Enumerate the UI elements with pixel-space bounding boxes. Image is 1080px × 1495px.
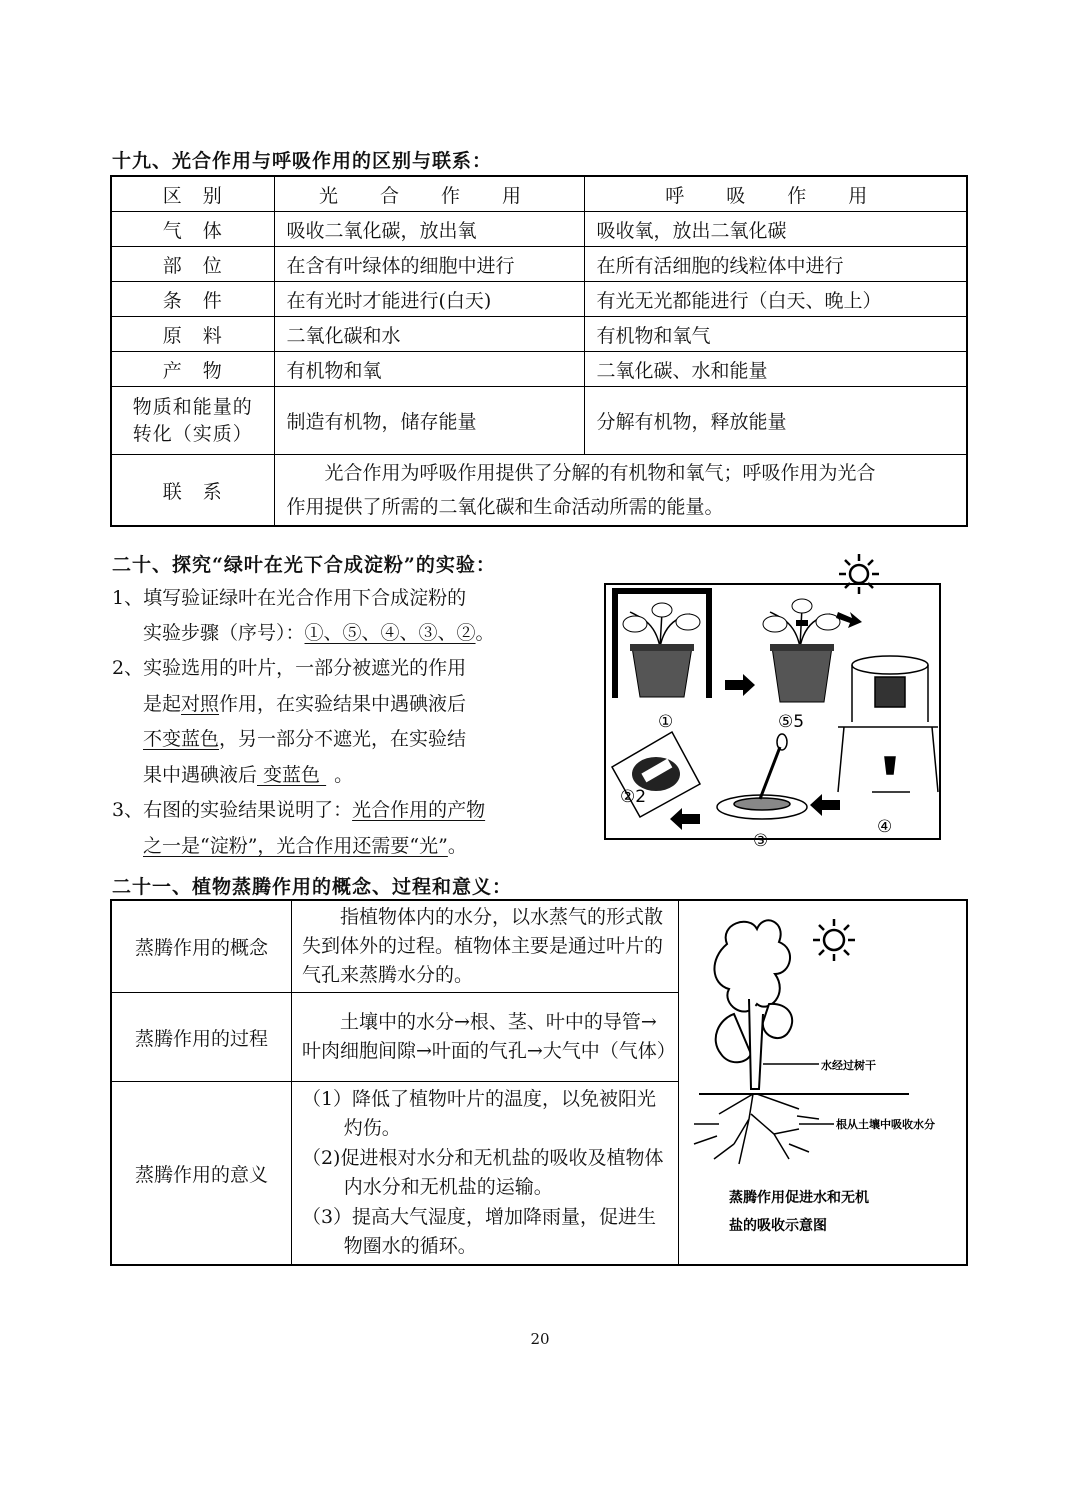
section19-title: 十九、光合作用与呼吸作用的区别与联系： bbox=[112, 150, 493, 172]
essence-label bbox=[111, 387, 274, 455]
step-label-3: ③ bbox=[753, 831, 769, 851]
q2-line4-end: 。 bbox=[334, 764, 354, 786]
petri-dish-icon bbox=[717, 734, 807, 819]
figure-caption-line2: 盐的吸收示意图 bbox=[729, 1218, 828, 1234]
process-label: 蒸腾作用的过程 bbox=[111, 993, 291, 1082]
sun-icon bbox=[839, 554, 879, 594]
potted-plant-icon-2 bbox=[763, 599, 840, 702]
q3-line1 bbox=[112, 792, 485, 828]
process-text: 土壤中的水分→根、茎、叶中的导管→叶肉细胞间隙→叶面的气孔→大气中（气体） bbox=[291, 993, 678, 1082]
meaning-item-3: （3）提高大气湿度，增加降雨量，促进生物圈水的循环。 bbox=[301, 1206, 657, 1257]
meaning-label: 蒸腾作用的意义 bbox=[111, 1082, 291, 1266]
row-label: 部 位 bbox=[111, 247, 274, 282]
link-row bbox=[111, 455, 967, 527]
transpiration-figure bbox=[679, 904, 961, 1256]
arrow-left-icon-2 bbox=[670, 808, 700, 830]
q3-line2 bbox=[143, 828, 467, 864]
q2-answer1: 对照 bbox=[181, 693, 220, 715]
q1-answer: ①、⑤、④、③、② bbox=[304, 622, 476, 644]
q2-answer3: 变蓝色 bbox=[257, 764, 327, 786]
concept-row bbox=[111, 900, 967, 993]
step-label-2: ②2 bbox=[620, 787, 647, 807]
photo-cell: 吸收二氧化碳，放出氧 bbox=[274, 212, 584, 247]
link-label: 联 系 bbox=[111, 455, 274, 527]
q2-prefix: 是起 bbox=[143, 693, 182, 715]
q2-line4-prefix: 果中遇碘液后 bbox=[143, 764, 258, 786]
photo-cell: 制造有机物，储存能量 bbox=[274, 387, 584, 455]
q1-prefix: 实验步骤（序号）： bbox=[143, 622, 305, 644]
label-root-absorb: 根从土壤中吸收水分 bbox=[836, 1118, 936, 1131]
step-label-4: ④ bbox=[877, 817, 893, 837]
roots-icon bbox=[694, 1094, 819, 1164]
photo-cell: 有机物和氧 bbox=[274, 352, 584, 387]
resp-cell: 有机物和氧气 bbox=[584, 317, 967, 352]
section21-title: 二十一、植物蒸腾作用的概念、过程和意义： bbox=[112, 876, 513, 898]
row-label: 条 件 bbox=[111, 282, 274, 317]
meaning-text bbox=[291, 1082, 678, 1266]
q3-end: 。 bbox=[447, 835, 467, 857]
arrow-left-icon-1 bbox=[810, 794, 840, 816]
step-label-5: ⑤5 bbox=[778, 712, 805, 732]
figure-caption-line1: 蒸腾作用促进水和无机 bbox=[729, 1190, 870, 1206]
q2-line2 bbox=[143, 686, 466, 722]
q2-line3 bbox=[143, 721, 466, 757]
q2-suffix: 作用，在实验结果中遇碘液后 bbox=[219, 693, 467, 715]
link-line1: 光合作用为呼吸作用提供了分解的有机物和氧气；呼吸作用为光合 bbox=[324, 462, 876, 484]
table-row bbox=[111, 282, 967, 317]
q1-line2 bbox=[143, 615, 495, 651]
resp-cell: 有光无光都能进行（白天、晚上） bbox=[584, 282, 967, 317]
section20-title: 二十、探究“绿叶在光下合成淀粉”的实验： bbox=[112, 554, 496, 576]
table-header-row bbox=[111, 176, 967, 212]
potted-plant-icon-1 bbox=[623, 603, 700, 697]
row-label: 产 物 bbox=[111, 352, 274, 387]
transpiration-figure-cell bbox=[679, 900, 967, 1265]
q2-answer2: 不变蓝色 bbox=[143, 728, 220, 750]
resp-cell: 在所有活细胞的线粒体中进行 bbox=[584, 247, 967, 282]
arrow-right-icon bbox=[725, 674, 755, 696]
q3-answer-part2: 之一是“淀粉”，光合作用还需要“光” bbox=[143, 835, 448, 857]
label-water-trunk: 水经过树干 bbox=[821, 1059, 877, 1072]
table-row bbox=[111, 212, 967, 247]
q1-line1: 1、填写验证绿叶在光合作用下合成淀粉的 bbox=[112, 587, 467, 609]
q2-line3-suffix: ，另一部分不遮光，在实验结 bbox=[219, 728, 467, 750]
meaning-item-2: （2)促进根对水分和无机盐的吸收及植物体内水分和无机盐的运输。 bbox=[301, 1147, 664, 1198]
row-label: 气 体 bbox=[111, 212, 274, 247]
essence-label-line1: 物质和能量的 bbox=[132, 395, 253, 418]
resp-cell: 吸收氧，放出二氧化碳 bbox=[584, 212, 967, 247]
page-number: 20 bbox=[530, 1330, 550, 1348]
table-row bbox=[111, 247, 967, 282]
link-text bbox=[274, 455, 967, 527]
q3-prefix: 3、右图的实验结果说明了： bbox=[112, 799, 353, 821]
photo-cell: 在含有叶绿体的细胞中进行 bbox=[274, 247, 584, 282]
q2-line4 bbox=[143, 757, 353, 793]
link-line2: 作用提供了所需的二氧化碳和生命活动所需的能量。 bbox=[286, 496, 724, 518]
essence-row bbox=[111, 387, 967, 455]
resp-cell: 分解有机物，释放能量 bbox=[584, 387, 967, 455]
photosynthesis-respiration-table bbox=[110, 175, 968, 527]
row-label: 原 料 bbox=[111, 317, 274, 352]
experiment-figure bbox=[600, 552, 945, 852]
table-row bbox=[111, 352, 967, 387]
sun-icon bbox=[813, 919, 855, 961]
concept-text: 指植物体内的水分，以水蒸气的形式散失到体外的过程。植物体主要是通过叶片的气孔来蒸腾水分的。 bbox=[291, 900, 678, 993]
photo-cell: 二氧化碳和水 bbox=[274, 317, 584, 352]
transpiration-table bbox=[110, 899, 968, 1266]
step-label-1: ① bbox=[658, 712, 674, 732]
header-photosynthesis: 光 合 作 用 bbox=[274, 176, 584, 212]
essence-label-line2: 转化（实质） bbox=[132, 422, 253, 445]
photo-cell: 在有光时才能进行(白天) bbox=[274, 282, 584, 317]
q1-end: 。 bbox=[475, 622, 495, 644]
header-respiration: 呼 吸 作 用 bbox=[584, 176, 967, 212]
table-row bbox=[111, 317, 967, 352]
q3-answer-part1: 光合作用的产物 bbox=[352, 799, 486, 821]
water-bath-icon bbox=[838, 656, 938, 792]
concept-label: 蒸腾作用的概念 bbox=[111, 900, 291, 993]
resp-cell: 二氧化碳、水和能量 bbox=[584, 352, 967, 387]
meaning-item-1: （1）降低了植物叶片的温度，以免被阳光灼伤。 bbox=[301, 1088, 657, 1139]
q2-line1: 2、实验选用的叶片，一部分被遮光的作用 bbox=[112, 657, 467, 679]
header-difference: 区 别 bbox=[111, 176, 274, 212]
